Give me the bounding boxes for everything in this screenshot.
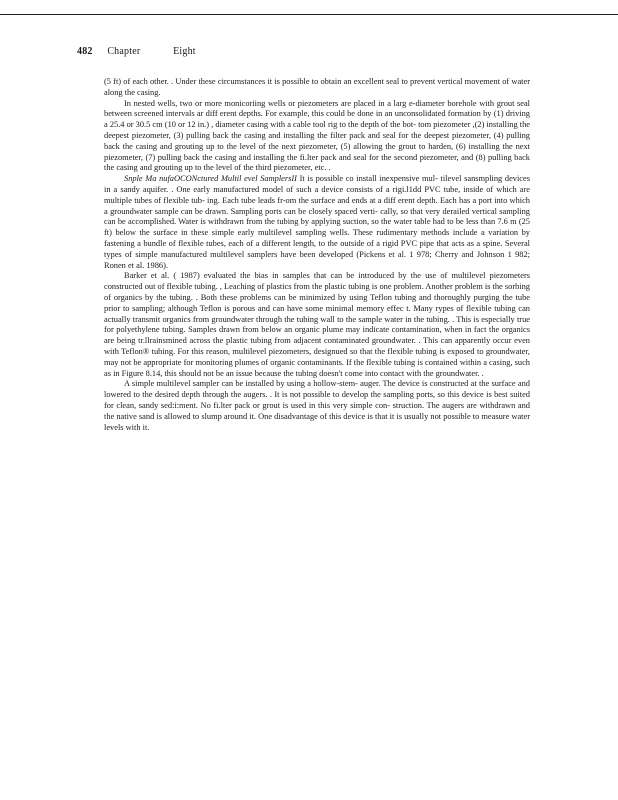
paragraph-1: (5 ft) of each other. . Under these circumstances it is possible to obtain an excellent seal to prevent vertical movement of water along the casing.	[104, 77, 530, 97]
top-rule	[0, 14, 618, 15]
paragraph-4: Barker et al. ( 1987) evaluated the bias in samples that can be introduced by the use of multilevel piezometers constructed out of flexible tubing. , Leaching of plastics from the plastic tubing is one problem. Another problem is the sorbing of organics by the tubing. . Both these problems can be minimized by using Teflon tubing and thoroughly purging the tube prior to sampling; although Teflon is porous and can have some minimal memory effec t. Many rypes of flexible tubing can actually transmit organics from groundwater through the tubing wall to the sample water in the tubing. . This is especially true for polyethylene tubing. Samples drawn from below an organic plume may indicate contamination, when in fact the organics are being tr.llrainsmined across the plastic tubing from adjacent contaminated groundwater. . This can apparently occur even with Teflon® tubing. For this reason, multilevel piezometers, designued so that the flexible tubing is exposed to groundwater, may not be appropriate for monitoring plumes of organic contaminants. If the flexible tubing is contained within a casing, such as in Figure 8.14, this should not be an issue because the tubing doesn't come into contact with the groundwater. .	[104, 271, 530, 378]
running-header	[77, 46, 196, 57]
chapter-number: Eight	[173, 46, 196, 57]
chapter-label: Chapter	[107, 46, 141, 57]
paragraph-5: A simple multilevel sampler can be installed by using a hollow-stem- auger. The device is constructed at the surface and lowered to the desired depth through the augers. . It is not possible to develop the sampling ports, so this device is best suited for clean, sandy sed:i:ment. No fi.lter pack or grout is used in this very simple con- struction. The augers are withdrawn and the native sand is allowed to slump around it. One disadvantage of this device is that it is usually not possible to measure water levels with it.	[104, 379, 530, 432]
page-number: 482	[77, 46, 93, 57]
section-run-in-heading: Snple Ma nufaOCONctured Multil evel SamplersII	[124, 174, 297, 184]
paragraph-3-text: It is possible co install inexpensive mul- tilevel sansmpling devices in a sandy aquifer. . One early manufactured model of such a device consists of a rigi.l1dd PVC tube, inside of which are multiple tubes of flexible tub- ing. Each tube leads fr-om the surface and ends at a diff erent depth. Each has a port into which a groundwater sample can be drawn. Sampling ports can be closely spaced verti- cally, so that very derailed vertical sampling can be accomplished. Water is withdrawn from the tubing by applying suction, so the water table had to be less than 7.6 m (25 ft) below the surface in these simple early multilevel sampling wells. These rudimentary methods include a variation by fastening a bundle of flexible tubes, each of a different length, to the outside of a rigid PVC pipe that acts as a spine. Several types of simple manufactured multilevel samplers have been developed (Pickens et al. 1 978; Cherry and Johnson 1 982; Ronen et al. 1986).	[104, 174, 531, 270]
paragraph-2: In nested wells, two or more monicoriing wells or piezometers are placed in a larg e-diameter borehole with grout seal between screened intervals ar diff erent depths. For example, this could be done in an unconsolidated formation by (1) driving a 25.4 or 30.5 cm (10 or 12 in.) , diameter casing with a cable tool rig to the depth of the bot- tom piezometer ,(2) installing the deepest piezometer, (3) pulling back the casing and installing the filter pack and seal for the deepest piezometer, (4) pulling back the casing and grouting up to the level of the next piezometer, (5) allowing the grout to harden, (6) installing the next piezometer, (7) pulling back the casing and installing the fi.lter pack and seal for the second piezometer, and (8) pulling back the casing and grouting up to the level of the third piezometer, etc. .	[104, 98, 530, 173]
page-body	[104, 77, 530, 433]
paragraph-3	[104, 174, 530, 271]
